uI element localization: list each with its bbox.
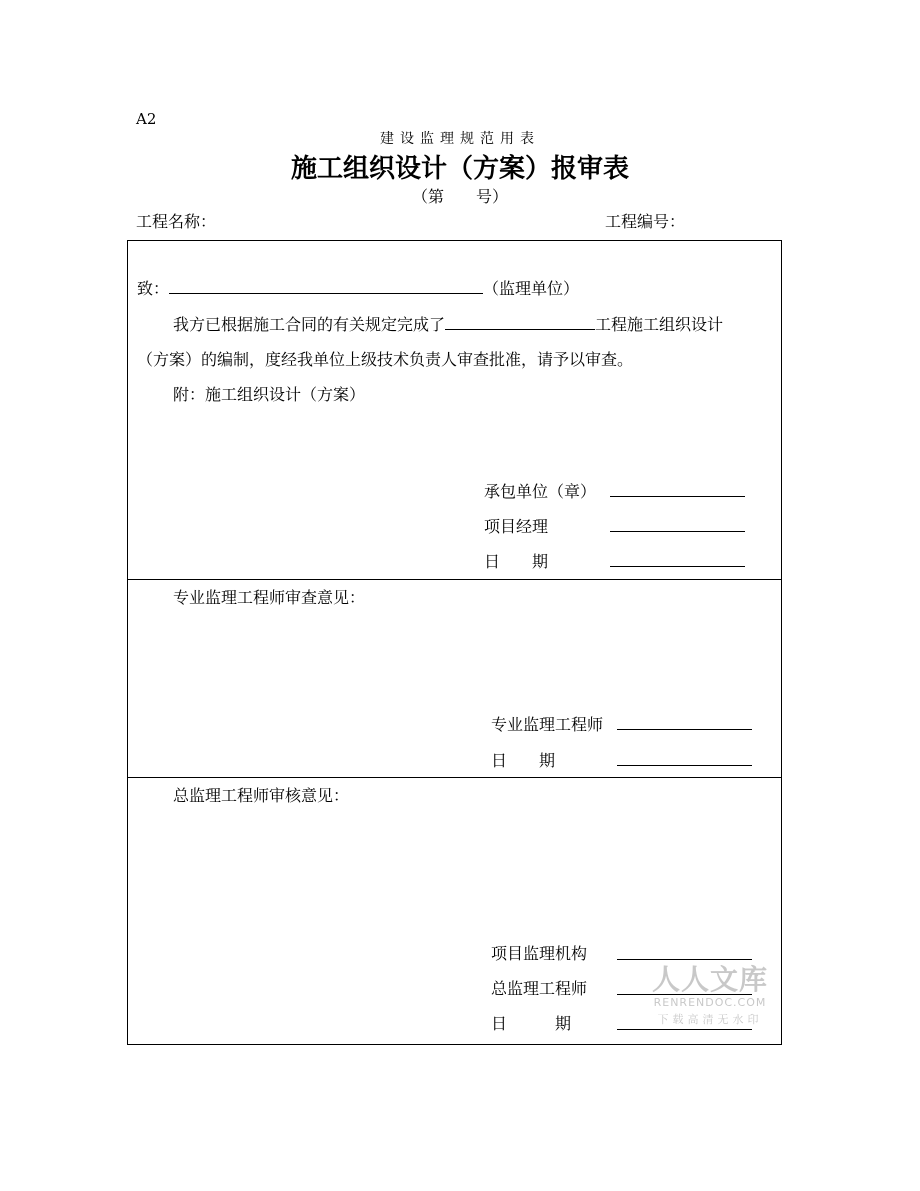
form-number: （第 号）	[411, 187, 508, 206]
page-title: 施工组织设计（方案）报审表	[290, 154, 629, 184]
body-line-1	[173, 312, 723, 335]
contractor-label: 承包单位（章）	[484, 482, 597, 501]
body-line-2: （方案）的编制，度经我单位上级技术负责人审查批准，请予以审查。	[137, 350, 634, 369]
body-text-b: 工程施工组织设计	[595, 315, 724, 334]
chief-label: 总监理工程师	[491, 979, 588, 998]
engineer-signature-field[interactable]	[617, 729, 752, 730]
form-table	[127, 240, 782, 1045]
manager-label: 项目经理	[484, 517, 549, 536]
submission-section	[128, 241, 781, 580]
date-label: 日 期	[484, 552, 549, 571]
watermark-domain: RENRENDOC.COM	[653, 996, 767, 1009]
engineer-review-heading: 专业监理工程师审查意见：	[173, 588, 366, 607]
contractor-signature-field[interactable]	[610, 496, 745, 497]
body-text-a: 我方已根据施工合同的有关规定完成了	[173, 315, 446, 334]
org-label: 项目监理机构	[491, 944, 588, 963]
engineer-review-section	[128, 580, 781, 778]
date-field[interactable]	[610, 566, 745, 567]
attachment-label: 附：施工组织设计（方案）	[173, 385, 366, 404]
chief-date-field[interactable]	[617, 1029, 752, 1030]
supervision-unit-field[interactable]	[169, 279, 483, 294]
project-field[interactable]	[445, 315, 595, 330]
to-row	[137, 276, 579, 299]
watermark	[645, 958, 775, 1027]
project-name-label: 工程名称：	[136, 212, 217, 231]
engineer-date-label: 日 期	[491, 751, 556, 770]
engineer-label: 专业监理工程师	[491, 715, 604, 734]
engineer-date-field[interactable]	[617, 765, 752, 766]
manager-signature-field[interactable]	[610, 531, 745, 532]
to-suffix: （监理单位）	[483, 279, 580, 298]
chief-review-heading: 总监理工程师审核意见：	[173, 786, 350, 805]
watermark-tagline: 下载高清无水印	[657, 1013, 763, 1026]
chief-date-label: 日 期	[491, 1014, 572, 1033]
form-subtitle: 建设监理规范用表	[380, 131, 540, 147]
project-number-label: 工程编号：	[605, 212, 686, 231]
watermark-brand: 人人文库	[651, 963, 768, 996]
form-code: A2	[136, 110, 157, 128]
to-label: 致：	[137, 279, 170, 298]
